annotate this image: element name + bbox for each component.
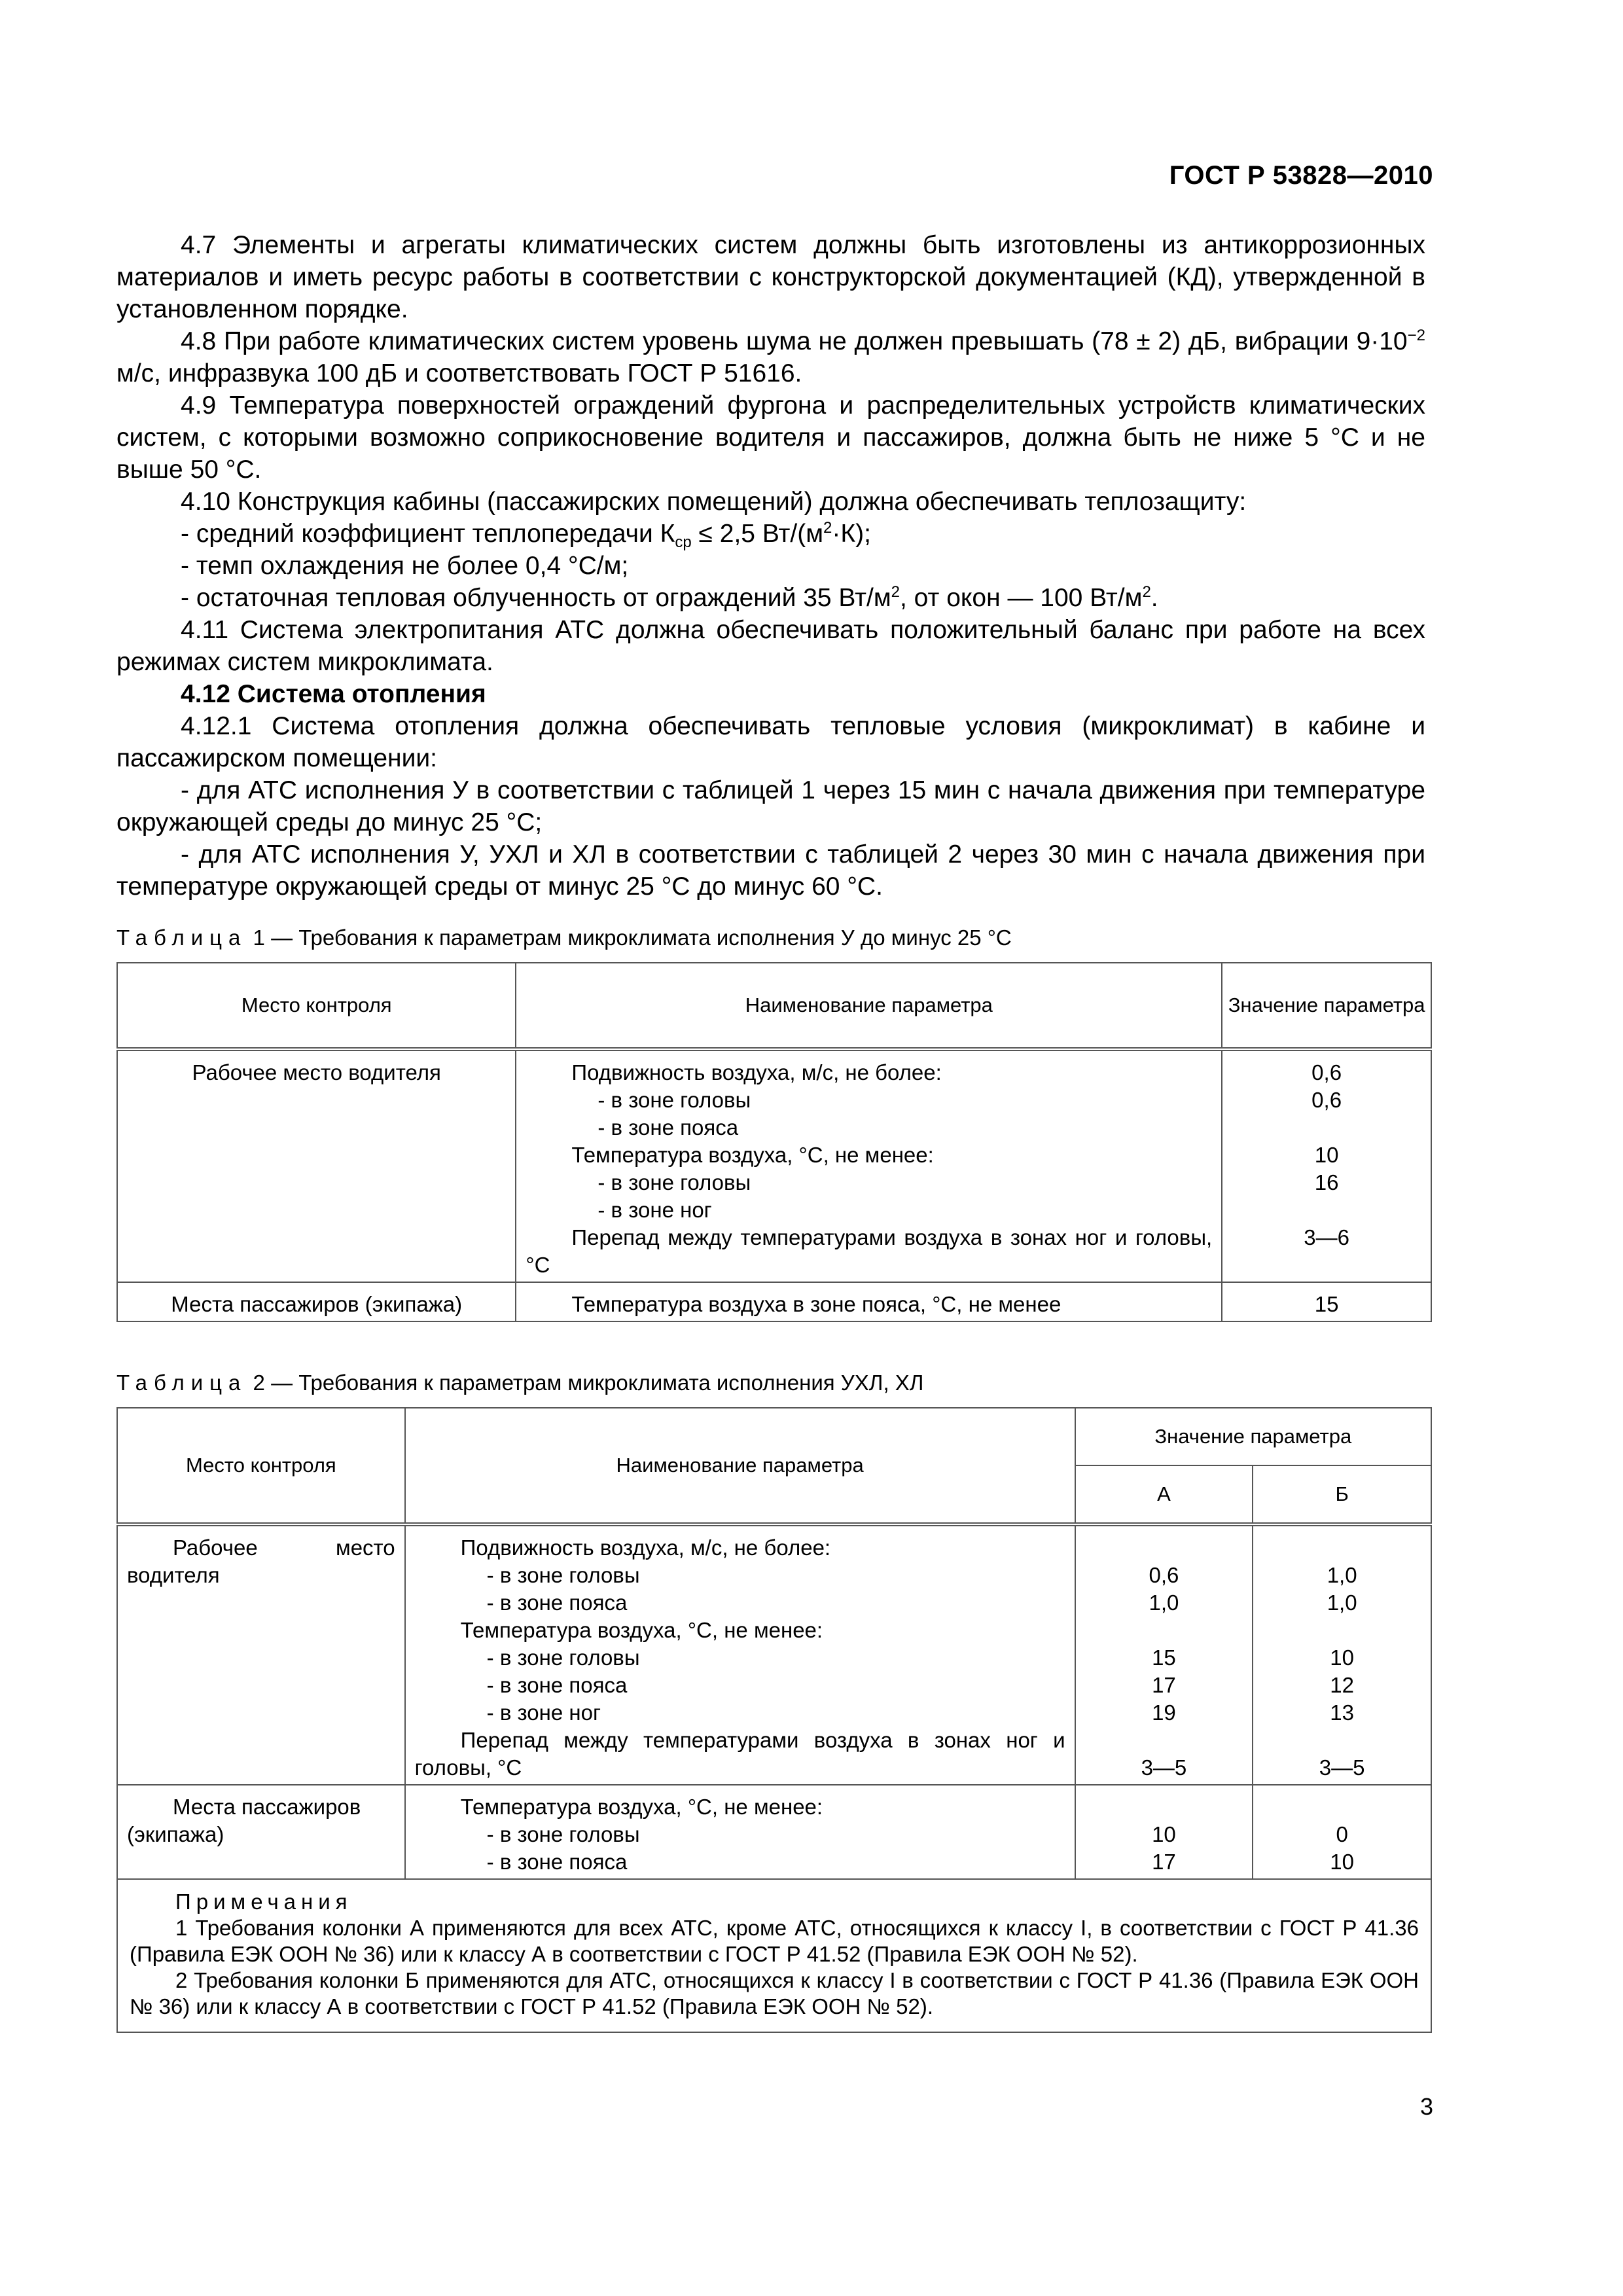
param-line: - в зоне пояса: [486, 1850, 628, 1874]
param-line: - в зоне головы: [486, 1645, 640, 1670]
place-text: Места пассажиров (экипажа): [127, 1795, 361, 1846]
value-line: 17: [1152, 1673, 1176, 1697]
value-line: [1085, 1617, 1243, 1644]
table-1-header-param: Наименование параметра: [516, 963, 1222, 1049]
value-line: [1232, 1114, 1421, 1141]
table-row: [117, 1282, 1431, 1321]
value-line: 10: [1330, 1645, 1354, 1670]
value-line: 1,0: [1149, 1590, 1179, 1615]
table-2-header-col-b: Б: [1253, 1465, 1431, 1524]
param-line: - в зоне пояса: [486, 1673, 628, 1697]
value-line: 15: [1152, 1645, 1176, 1670]
caption-text: 2 — Требования к параметрам микроклимата исполнения УХЛ, ХЛ: [247, 1371, 924, 1395]
table-row: [117, 1785, 1431, 1879]
paragraph-4-10-item-2: - темп охлаждения не более 0,4 °С/м;: [181, 552, 629, 580]
item-text-b: , от окон — 100 Вт/м: [900, 584, 1143, 612]
paragraph-4-9: 4.9 Температура поверхностей ограждений фургона и распределительных устройств климатических систем, с которыми возможно соприкосновение водителя и пассажиров, должна быть не ниже 5 °С и не выше 50 °С.: [116, 391, 1425, 484]
table-2: [116, 1407, 1432, 2033]
value-line: 0: [1336, 1822, 1348, 1846]
value-line: [1085, 1793, 1243, 1821]
value-line: 3—5: [1141, 1755, 1187, 1780]
table-1-row-1-params: [516, 1049, 1222, 1282]
item-text-a: - остаточная тепловая облученность от ограждений 35 Вт/м: [181, 584, 891, 612]
paragraph-4-12-1: 4.12.1 Система отопления должна обеспечивать тепловые условия (микроклимат) в кабине и пассажирском помещении:: [116, 712, 1425, 772]
exponent: −2: [1407, 327, 1425, 344]
table-row: [117, 1524, 1431, 1785]
param-line: - в зоне головы: [486, 1563, 640, 1587]
param-line: - в зоне головы: [597, 1088, 751, 1112]
subscript: ср: [675, 533, 692, 551]
table-2-notes: [117, 1879, 1431, 2032]
paragraph-4-7: 4.7 Элементы и агрегаты климатических систем должны быть изготовлены из антикоррозионных материалов и иметь ресурс работы в соответствии с конструкторской документацией (КД), утвержденной в установленном порядке.: [116, 231, 1425, 323]
main-text: [116, 229, 1425, 903]
value-line: 0,6: [1311, 1088, 1342, 1112]
value-line: [1085, 1534, 1243, 1562]
table-2-row-2-place: [117, 1785, 405, 1879]
page-number: 3: [1419, 2093, 1433, 2120]
table-1-caption: [116, 924, 1012, 952]
table-2-row-2-params: [405, 1785, 1075, 1879]
table-2-header-param: Наименование параметра: [405, 1408, 1075, 1524]
paragraph-4-12-1-item-2: - для АТС исполнения У, УХЛ и ХЛ в соответствии с таблицей 2 через 30 мин с начала движения при температуре окружающей среды от минус 25 °С до минус 60 °С.: [116, 840, 1425, 901]
note-2: 2 Требования колонки Б применяются для АТС, относящихся к классу I в соответствии с ГОСТ Р 41.36 (Правила ЕЭК ООН № 36) или к классу А в соответствии с ГОСТ Р 41.52 (Правила ЕЭК ООН № 52).: [130, 1968, 1419, 2018]
table-2-row-1-col-b: [1253, 1524, 1431, 1785]
param-line: - в зоне пояса: [486, 1590, 628, 1615]
caption-label: Таблица: [116, 925, 247, 950]
value-line: 3—5: [1319, 1755, 1365, 1780]
table-2-header-value: Значение параметра: [1075, 1408, 1431, 1465]
table-2-row-1-col-a: [1075, 1524, 1253, 1785]
item-text-b: ≤ 2,5 Вт/(м: [691, 520, 824, 548]
param-line: Температура воздуха, °С, не менее:: [571, 1143, 934, 1167]
note-1: 1 Требования колонки А применяются для всех АТС, кроме АТС, относящихся к классу I, в соответствии с ГОСТ Р 41.36 (Правила ЕЭК ООН № 36) или к классу А в соответствии с ГОСТ Р 41.52 (Правила ЕЭК ООН № 52).: [130, 1916, 1419, 1966]
table-1-header-place: Место контроля: [117, 963, 516, 1049]
param-line: Температура воздуха, °С, не менее:: [460, 1618, 823, 1642]
table-1-header-value: Значение параметра: [1222, 963, 1431, 1049]
caption-label: Таблица: [116, 1371, 247, 1395]
table-2-row-2-col-b: [1253, 1785, 1431, 1879]
value-line: [1085, 1727, 1243, 1754]
value-line: 19: [1152, 1700, 1176, 1725]
value-line: 1,0: [1327, 1563, 1357, 1587]
paragraph-4-10-item-3: [116, 582, 1425, 614]
table-2-caption: [116, 1369, 923, 1397]
table-2-row-1-params: [405, 1524, 1075, 1785]
param-line: - в зоне ног: [597, 1198, 712, 1222]
value-line: 10: [1152, 1822, 1176, 1846]
notes-title: Примечания: [175, 1890, 353, 1914]
param-line: Перепад между температурами воздуха в зонах ног и головы, °С: [414, 1728, 1065, 1780]
table-1-row-2-value: 15: [1222, 1282, 1431, 1321]
paragraph-4-11: 4.11 Система электропитания АТС должна обеспечивать положительный баланс при работе на всех режимах систем микроклимата.: [116, 616, 1425, 676]
param-line: - в зоне головы: [486, 1822, 640, 1846]
param-line: - в зоне ног: [486, 1700, 601, 1725]
table-2-header-col-a: А: [1075, 1465, 1253, 1524]
param-line: Температура воздуха в зоне пояса, °С, не менее: [571, 1292, 1061, 1316]
item-text-c: ·К);: [832, 520, 871, 548]
value-line: 3—6: [1304, 1225, 1349, 1249]
table-row: [117, 1049, 1431, 1282]
table-2-header-place: Место контроля: [117, 1408, 405, 1524]
table-1: [116, 962, 1432, 1322]
table-1-row-2-place: Места пассажиров (экипажа): [117, 1282, 516, 1321]
superscript: 2: [823, 519, 832, 537]
table-2-notes-row: [117, 1879, 1431, 2032]
param-line: - в зоне головы: [597, 1170, 751, 1194]
value-line: 13: [1330, 1700, 1354, 1725]
paragraph-4-12-1-item-1: - для АТС исполнения У в соответствии с таблицей 1 через 15 мин с начала движения при температуре окружающей среды до минус 25 °С;: [116, 776, 1425, 836]
table-1-row-1-values: [1222, 1049, 1431, 1282]
paragraph-4-8-text-a: 4.8 При работе климатических систем уровень шума не должен превышать (78 ± 2) дБ, вибрации 9·10: [181, 327, 1408, 355]
value-line: 12: [1330, 1673, 1354, 1697]
param-line: Подвижность воздуха, м/с, не более:: [460, 1535, 831, 1560]
param-line: - в зоне пояса: [597, 1115, 739, 1139]
caption-text: 1 — Требования к параметрам микроклимата исполнения У до минус 25 °С: [247, 925, 1012, 950]
document-code: ГОСТ Р 53828—2010: [1169, 161, 1433, 190]
item-text-c: .: [1150, 584, 1158, 612]
value-line: 16: [1314, 1170, 1339, 1194]
param-line: Перепад между температурами воздуха в зонах ног и головы, °С: [526, 1225, 1213, 1277]
value-line: 10: [1314, 1143, 1339, 1167]
paragraph-4-8-text-b: м/с, инфразвука 100 дБ и соответствовать ГОСТ Р 51616.: [116, 359, 802, 387]
value-line: 1,0: [1327, 1590, 1357, 1615]
value-line: [1262, 1617, 1421, 1644]
value-line: 0,6: [1311, 1060, 1342, 1085]
paragraph-4-10: 4.10 Конструкция кабины (пассажирских помещений) должна обеспечивать теплозащиту:: [181, 488, 1247, 516]
table-2-row-2-col-a: [1075, 1785, 1253, 1879]
value-line: 0,6: [1149, 1563, 1179, 1587]
value-line: [1232, 1196, 1421, 1224]
paragraph-4-8: [116, 325, 1425, 389]
superscript: 2: [1142, 583, 1151, 601]
table-1-row-1-place: Рабочее место водителя: [117, 1049, 516, 1282]
value-line: [1262, 1793, 1421, 1821]
superscript: 2: [891, 583, 900, 601]
param-line: Подвижность воздуха, м/с, не более:: [571, 1060, 942, 1085]
value-line: [1262, 1727, 1421, 1754]
param-line: Температура воздуха, °С, не менее:: [460, 1795, 823, 1819]
table-2-row-1-place: [117, 1524, 405, 1785]
value-line: [1262, 1534, 1421, 1562]
section-heading-4-12: 4.12 Система отопления: [181, 680, 486, 708]
table-1-row-2-param: [516, 1282, 1222, 1321]
item-text-a: - средний коэффициент теплопередачи К: [181, 520, 675, 548]
place-text: Рабочее место водителя: [127, 1535, 395, 1587]
paragraph-4-10-item-1: [116, 518, 1425, 550]
value-line: 10: [1330, 1850, 1354, 1874]
value-line: 17: [1152, 1850, 1176, 1874]
